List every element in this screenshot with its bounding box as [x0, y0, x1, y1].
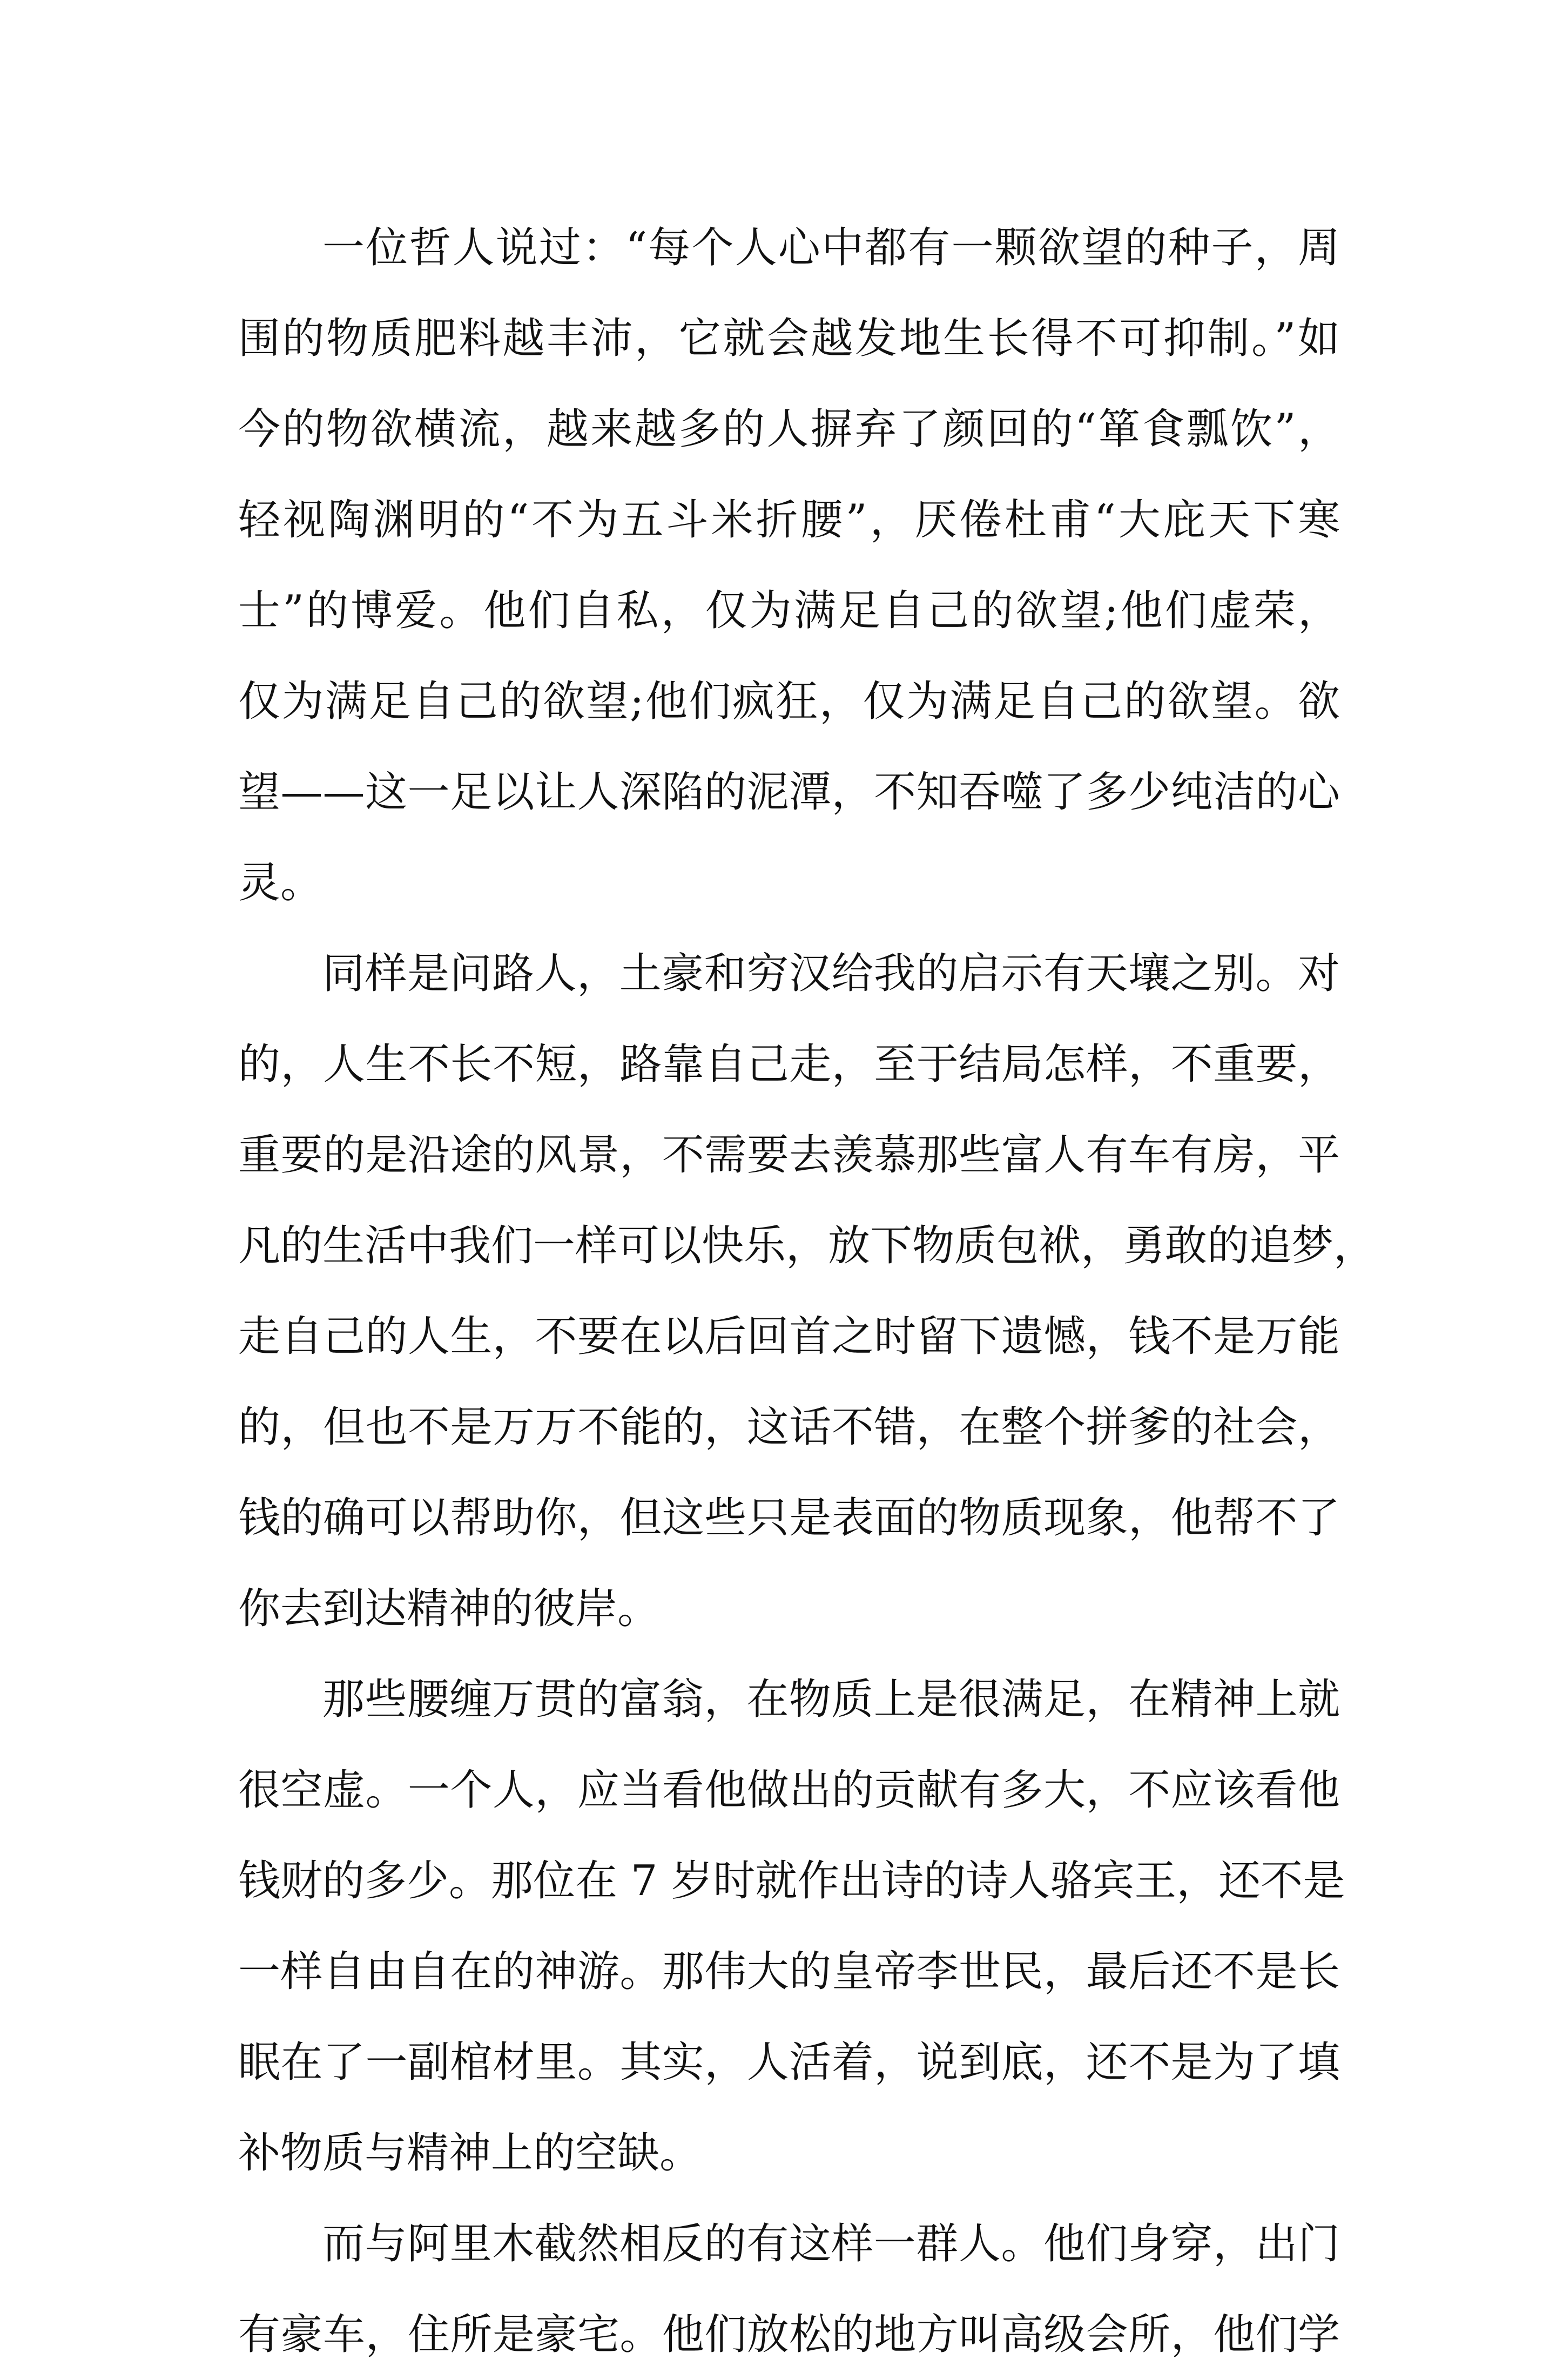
document-body — [238, 203, 1376, 2380]
text-line: 的，但也不是万万不能的，这话不错，在整个拼爹的社会， — [238, 1403, 1340, 1452]
text-line: 重要的是沿途的风景，不需要去羡慕那些富人有车有房，平 — [238, 1131, 1340, 1179]
text-line: 而与阿里木截然相反的有这样一群人。他们身穿，出门 — [322, 2220, 1340, 2268]
text-line: 一样自由自在的神游。那伟大的皇帝李世民，最后还不是长 — [238, 1947, 1340, 1996]
text-line: 有豪车，住所是豪宅。他们放松的地方叫高级会所，他们学 — [238, 2310, 1340, 2359]
paragraph-2 — [238, 928, 1376, 1654]
paragraph-3 — [238, 1654, 1345, 2199]
text-line: 眠在了一副棺材里。其实，人活着，说到底，还不是为了填 — [238, 2038, 1340, 2087]
text-line: 士”的博爱。他们自私，仅为满足自己的欲望;他们虚荣， — [238, 586, 1340, 635]
text-line: 灵。 — [238, 859, 323, 907]
text-line: 钱的确可以帮助你，但这些只是表面的物质现象，他帮不了 — [238, 1494, 1340, 1542]
text-line: 望——这一足以让人深陷的泥潭，不知吞噬了多少纯洁的心 — [238, 768, 1340, 817]
text-line: 围的物质肥料越丰沛，它就会越发地生长得不可抑制。”如 — [238, 314, 1340, 363]
text-line: 一位哲人说过：“每个人心中都有一颗欲望的种子，周 — [322, 224, 1340, 272]
text-line: 同样是问路人，土豪和穷汉给我的启示有天壤之别。对 — [322, 949, 1340, 998]
text-line: 那些腰缠万贯的富翁，在物质上是很满足，在精神上就 — [322, 1675, 1340, 1724]
text-line: 钱财的多少。那位在 7 岁时就作出诗的诗人骆宾王，还不是 — [238, 1857, 1345, 1905]
text-line: 你去到达精神的彼岸。 — [238, 1585, 660, 1633]
text-line: 凡的生活中我们一样可以快乐，放下物质包袱，勇敢的追梦， — [238, 1222, 1376, 1270]
paragraph-1 — [238, 203, 1340, 928]
text-line: 仅为满足自己的欲望;他们疯狂，仅为满足自己的欲望。欲 — [238, 677, 1340, 726]
text-line: 补物质与精神上的空缺。 — [238, 2129, 702, 2177]
text-line: 的，人生不长不短，路靠自己走，至于结局怎样，不重要， — [238, 1040, 1340, 1089]
text-line: 今的物欲横流，越来越多的人摒弃了颜回的“箪食瓢饮”， — [238, 405, 1340, 454]
text-line: 很空虚。一个人，应当看他做出的贡献有多大，不应该看他 — [238, 1766, 1340, 1815]
paragraph-4 — [238, 2199, 1340, 2380]
text-line: 走自己的人生，不要在以后回首之时留下遗憾，钱不是万能 — [238, 1312, 1340, 1361]
text-line: 轻视陶渊明的“不为五斗米折腰”，厌倦杜甫“大庇天下寒 — [238, 496, 1340, 544]
